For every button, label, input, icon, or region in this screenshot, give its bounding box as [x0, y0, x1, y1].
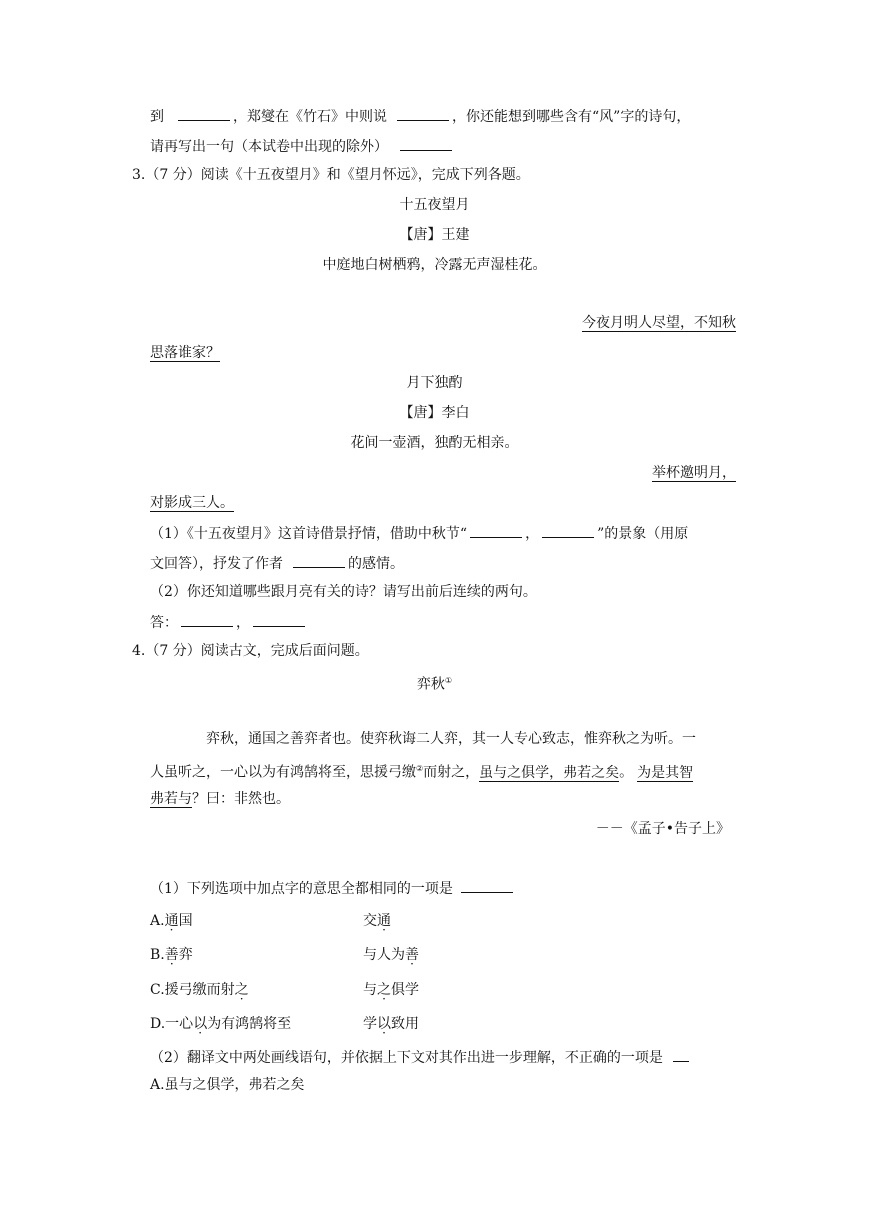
q3-answer-blank-1[interactable]: [181, 611, 233, 627]
q4-sub2-blank[interactable]: [673, 1046, 689, 1062]
option-text: 与: [363, 982, 377, 998]
q4-para-text-c: 。: [619, 764, 634, 781]
q3-blank-3[interactable]: [293, 552, 345, 568]
option-text: 国: [178, 913, 193, 929]
q4-underlined-sentence-2a: 为是其智: [637, 764, 694, 781]
q3-answer-line: [150, 611, 308, 631]
q4-para-line-3: [150, 789, 290, 809]
option-text: 学: [363, 1016, 377, 1032]
q4-sub1-text: （1）下列选项中加点字的意思全都相同的一项是: [150, 881, 453, 897]
dotted-char: 善: [164, 947, 179, 963]
dotted-char: 善: [405, 947, 419, 963]
q3-sub1-line2: [150, 552, 404, 572]
poem1-author: 【唐】王建: [399, 227, 470, 243]
q3-sub1-text-d: 文回答），抒发了作者: [150, 556, 283, 572]
q2-blank-3[interactable]: [400, 135, 452, 151]
option-text: 为有鸿鹄将至: [207, 1016, 292, 1032]
q4-option-a-left[interactable]: [150, 911, 193, 931]
q4-para-line-2: [150, 759, 693, 779]
option-text: 交: [363, 913, 377, 929]
q3-header: 3.（7 分）阅读《十五夜望月》和《望月怀远》，完成下列各题。: [132, 167, 530, 183]
q4-sub1-blank[interactable]: [461, 877, 513, 893]
poem1-line-1: 中庭地白树栖鸦，冷露无声湿桂花。: [322, 257, 547, 273]
q4-option-b-right: [363, 945, 419, 965]
dotted-char: 以: [377, 1016, 391, 1032]
q2-text-line2: 请再写出一句（本试卷中出现的除外）: [150, 139, 388, 155]
q4-source: －－《孟子•告子上》: [595, 821, 730, 837]
q2-text-b: ，郑燮在《竹石》中则说: [233, 109, 387, 125]
q3-sub1-text-a: （1）《十五夜望月》这首诗借景抒情，借助中秋节“: [150, 526, 468, 542]
q4-option-d-right: [363, 1014, 419, 1034]
q4-option-c-right: [363, 980, 419, 1000]
dotted-char: 通: [377, 913, 391, 929]
dotted-char: 通: [164, 913, 179, 929]
q3-blank-1[interactable]: [470, 522, 522, 538]
q4-title-text: 弈秋: [416, 676, 445, 693]
dotted-char: 之: [234, 982, 249, 998]
q4-underlined-sentence-2b: 弗若与: [150, 791, 192, 807]
q2-blank-2[interactable]: [397, 105, 449, 121]
q3-sub1-text-b: ，: [525, 526, 540, 542]
poem1-underlined-b: 思落谁家？: [150, 345, 220, 361]
q4-para-text-end: ？曰：非然也。: [192, 791, 290, 807]
q4-sub1: [150, 877, 516, 897]
q4-sub2: [150, 1046, 692, 1066]
poem2-line-2a: [150, 463, 736, 483]
option-text: 与人为: [363, 947, 405, 963]
q3-sub2: （2）你还知道哪些跟月亮有关的诗？请写出前后连续的两句。: [150, 584, 537, 600]
q2-blank-1[interactable]: [178, 105, 230, 121]
q4-underlined-sentence-1: 虽与之俱学，弗若之矣: [479, 764, 620, 781]
poem1-line-2a: [150, 313, 736, 333]
q3-blank-2[interactable]: [542, 522, 594, 538]
q4-para-line-1: 弈秋，通国之善弈者也。使弈秋诲二人弈，其一人专心致志，惟弈秋之为听。一: [206, 731, 696, 747]
poem2-author: 【唐】李白: [399, 405, 470, 421]
option-text: B.: [150, 947, 165, 963]
option-text: A.: [150, 913, 165, 929]
q4-sub2-text: （2）翻译文中两处画线语句，并依据上下文对其作出进一步理解，不正确的一项是: [150, 1050, 663, 1066]
q2-text-a: 到: [150, 109, 164, 125]
q4-sub2-option-a[interactable]: A.虽与之俱学，弗若之矣: [150, 1077, 305, 1093]
q4-option-d-left[interactable]: [150, 1014, 291, 1034]
option-text: 俱学: [391, 982, 419, 998]
dotted-char: 以: [193, 1016, 208, 1032]
poem1-line-2b: [150, 343, 220, 363]
q4-option-b-left[interactable]: [150, 945, 193, 965]
q4-option-c-left[interactable]: [150, 980, 249, 1000]
poem1-title: 十五夜望月: [399, 197, 470, 213]
poem2-underlined-b: 对影成三人。: [150, 495, 234, 511]
dotted-char: 之: [377, 982, 391, 998]
option-text: D.一心: [150, 1016, 194, 1032]
q2-line-2: [150, 135, 455, 155]
option-text: C.援弓缴而射: [150, 982, 235, 998]
poem2-line-2b: [150, 493, 234, 513]
q3-sub1-line1: [150, 522, 688, 542]
q4-para-text-a: 人虽听之，一心以为有鸿鹄将至，思援弓缴: [150, 764, 416, 781]
q4-para-text-b: 而射之，: [423, 764, 480, 781]
poem1-underlined-a: 今夜月明人尽望，不知秋: [582, 315, 736, 331]
option-text: 弈: [178, 947, 193, 963]
q4-title: [0, 671, 869, 691]
q3-sub1-text-c: ”的景象（用原: [597, 526, 689, 542]
q3-sub1-text-e: 的感情。: [348, 556, 404, 572]
option-text: 致用: [391, 1016, 419, 1032]
poem2-underlined-a: 举杯邀明月，: [652, 465, 736, 481]
poem2-line-1: 花间一壶酒，独酌无相亲。: [350, 435, 519, 451]
q3-answer-blank-2[interactable]: [253, 611, 305, 627]
q4-option-a-right: [363, 911, 391, 931]
q4-title-footnote: ①: [444, 676, 453, 685]
q2-text-c: ，你还能想到哪些含有“风”字的诗句，: [452, 109, 691, 125]
q4-para-footnote: ②: [416, 764, 424, 773]
q4-header: 4.（7 分）阅读古文，完成后面问题。: [132, 643, 369, 659]
poem2-title: 月下独酌: [406, 375, 463, 391]
q3-answer-label: 答：: [150, 615, 178, 631]
q2-line-1: [150, 105, 690, 125]
q3-answer-comma: ，: [236, 615, 250, 631]
